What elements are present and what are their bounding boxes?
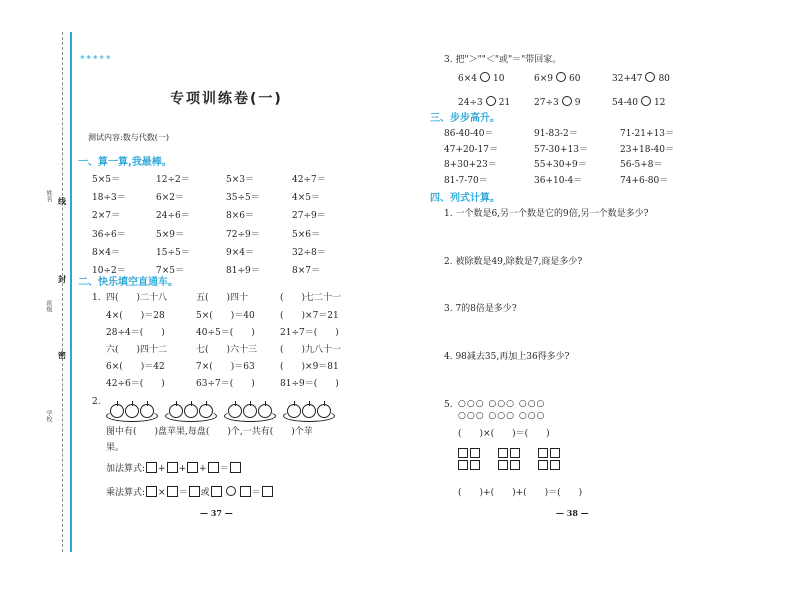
word-problem-5-label: 5. xyxy=(444,400,453,410)
answer-box[interactable] xyxy=(208,462,219,473)
stars: ***** xyxy=(80,55,113,65)
step-item: 23+18-40＝ xyxy=(620,144,674,155)
plate-1 xyxy=(106,396,158,422)
addition-label: 加法算式: xyxy=(106,464,146,474)
calc-item: 24÷6＝ xyxy=(156,211,190,222)
compare-left: 6×9 xyxy=(534,74,553,84)
side-mark-secret: 密 xyxy=(58,350,66,360)
compare-item xyxy=(612,96,665,109)
q3-title: 3. 把"＞""＜"或"＝"带回家。 xyxy=(444,55,562,65)
step-item: 71-21+13＝ xyxy=(620,129,674,139)
step-item: 8+30+23＝ xyxy=(444,160,497,170)
side-label-school: 学校 xyxy=(45,410,52,422)
word-problem-1: 1. 一个数是6,另一个数是它的9倍,另一个数是多少? xyxy=(444,209,649,219)
section-3-heading: 三、步步高升。 xyxy=(430,113,500,124)
calc-item: 15÷5＝ xyxy=(156,247,190,258)
q2-label: 2. xyxy=(92,397,101,407)
plate-2 xyxy=(165,396,217,422)
calc-item: 35÷5＝ xyxy=(226,193,260,204)
answer-box[interactable] xyxy=(240,486,251,497)
w5-equation-1: ( )×( )＝( ) xyxy=(458,429,550,439)
calc-item: 5×5＝ xyxy=(92,175,120,185)
compare-right: 12 xyxy=(653,98,666,108)
q1-label: 1. xyxy=(92,293,101,303)
word-problem-2: 2. 被除数是49,除数是7,商是多少? xyxy=(444,257,583,267)
step-item: 91-83-2＝ xyxy=(534,129,578,139)
addition-row: 加法算式: + + + ＝ xyxy=(106,462,242,475)
word-problem-4: 4. 98减去35,再加上36得多少? xyxy=(444,352,570,362)
calc-item: 5×9＝ xyxy=(156,229,184,240)
plate-4 xyxy=(283,396,335,422)
step-item: 47+20-17＝ xyxy=(444,144,498,155)
calc-item: 8×6＝ xyxy=(226,211,254,222)
page-number-left: — 37 — xyxy=(200,508,233,518)
answer-box[interactable] xyxy=(211,486,222,497)
page-title: 专项训练卷(一) xyxy=(170,91,283,107)
q2-text-1: 图中有( )盘苹果,每盘( )个,一共有( )个苹 xyxy=(106,427,313,437)
calc-item: 18÷3＝ xyxy=(92,193,126,204)
side-mark-seal: 封 xyxy=(58,274,66,284)
section-1-heading: 一、算一算,我最棒。 xyxy=(78,157,172,168)
section-4-heading: 四、列式计算。 xyxy=(430,193,500,204)
compare-circle[interactable] xyxy=(486,96,496,106)
calc-item: 36÷6＝ xyxy=(92,229,126,240)
compare-circle[interactable] xyxy=(480,72,490,82)
calc-item: 10÷2＝ xyxy=(92,266,126,276)
q2-text-2: 果。 xyxy=(106,443,125,453)
fill-item: 七( )六十三 xyxy=(196,345,258,355)
answer-box[interactable] xyxy=(262,486,273,497)
circle-row-1: ○○○ ○○○ ○○○ xyxy=(458,399,546,409)
w5-equation-2: ( )+( )+( )＝( ) xyxy=(458,488,583,498)
calc-item: 4×5＝ xyxy=(292,193,320,204)
compare-item xyxy=(458,96,510,109)
fill-item: 28÷4＝( ) xyxy=(106,328,165,338)
step-item: 74+6-80＝ xyxy=(620,175,669,186)
compare-circle[interactable] xyxy=(556,72,566,82)
compare-circle[interactable] xyxy=(641,96,651,106)
calc-item: 32÷8＝ xyxy=(292,247,326,258)
compare-right: 10 xyxy=(493,74,505,84)
answer-box[interactable] xyxy=(167,462,178,473)
fill-item: ( )×9＝81 xyxy=(280,362,339,372)
step-item: 36+10-4＝ xyxy=(534,175,583,186)
fill-item: 五( )四十 xyxy=(196,293,249,303)
compare-left: 24÷3 xyxy=(458,98,483,108)
compare-item xyxy=(534,72,580,85)
compare-item xyxy=(458,72,504,85)
fill-item: 四( )二十八 xyxy=(106,293,168,303)
answer-box[interactable] xyxy=(187,462,198,473)
fill-item: 63÷7＝( ) xyxy=(196,379,255,389)
compare-right: 80 xyxy=(658,74,670,84)
side-mark-line: 线 xyxy=(58,196,66,206)
step-item: 81-7-70＝ xyxy=(444,175,488,186)
fill-item: 5×( )＝40 xyxy=(196,311,255,321)
test-content: 测试内容:数与代数(一) xyxy=(88,133,169,142)
calc-item: 27÷9＝ xyxy=(292,211,326,222)
fill-item: 81÷9＝( ) xyxy=(280,379,339,389)
fill-item: 7×( )＝63 xyxy=(196,362,255,372)
compare-right: 60 xyxy=(569,74,581,84)
section-2-heading: 二、快乐填空直通车。 xyxy=(78,277,178,288)
compare-right: 9 xyxy=(574,98,581,108)
compare-left: 32+47 xyxy=(612,74,643,84)
calc-item: 5×6＝ xyxy=(292,229,320,240)
calc-item: 42÷7＝ xyxy=(292,175,326,185)
calc-item: 8×7＝ xyxy=(292,266,320,276)
fill-item: ( )七二十一 xyxy=(280,293,342,303)
answer-box[interactable] xyxy=(146,462,157,473)
calc-item: 6×2＝ xyxy=(156,193,184,204)
multiplication-row: 乘法算式: × ＝ 或 ＝ xyxy=(106,486,274,499)
compare-right: 21 xyxy=(498,98,511,108)
step-item: 57-30+13＝ xyxy=(534,144,588,155)
step-item: 56-5+8＝ xyxy=(620,160,663,170)
fill-item: ( )九八十一 xyxy=(280,345,342,355)
compare-circle[interactable] xyxy=(645,72,655,82)
compare-left: 54-40 xyxy=(612,98,638,108)
circle-row-2: ○○○ ○○○ ○○○ xyxy=(458,411,546,421)
compare-item xyxy=(534,96,580,109)
answer-box[interactable] xyxy=(230,462,241,473)
compare-left: 27÷3 xyxy=(534,98,559,108)
side-label-name: 姓名 xyxy=(45,190,52,202)
fill-item: 6×( )＝42 xyxy=(106,362,165,372)
answer-box[interactable] xyxy=(146,486,157,497)
compare-left: 6×4 xyxy=(458,74,477,84)
page-number-right: — 38 — xyxy=(556,508,589,518)
plate-3 xyxy=(224,396,276,422)
side-label-class: 班级 xyxy=(45,300,52,312)
calc-item: 12÷2＝ xyxy=(156,175,190,185)
multiplication-label: 乘法算式: xyxy=(106,488,146,498)
fill-item: 4×( )＝28 xyxy=(106,311,165,321)
calc-item: 2×7＝ xyxy=(92,211,120,222)
fill-item: 六( )四十二 xyxy=(106,345,168,355)
fill-item: 21÷7＝( ) xyxy=(280,328,339,338)
compare-circle[interactable] xyxy=(562,96,572,106)
step-item: 55+30+9＝ xyxy=(534,160,587,170)
binding-dashed-line xyxy=(62,32,63,552)
fill-item: ( )×7＝21 xyxy=(280,311,339,321)
answer-box[interactable] xyxy=(167,486,178,497)
calc-item: 9×4＝ xyxy=(226,247,254,258)
word-problem-3: 3. 7的8倍是多少? xyxy=(444,304,517,314)
fill-item: 40÷5＝( ) xyxy=(196,328,255,338)
calc-item: 5×3＝ xyxy=(226,175,254,185)
step-item: 86-40-40＝ xyxy=(444,129,494,139)
calc-item: 72÷9＝ xyxy=(226,229,260,240)
answer-box[interactable] xyxy=(189,486,200,497)
compare-item xyxy=(612,72,670,85)
fill-item: 42÷6＝( ) xyxy=(106,379,165,389)
calc-item: 81÷9＝ xyxy=(226,266,260,276)
binding-blue-line xyxy=(70,32,72,552)
calc-item: 8×4＝ xyxy=(92,247,120,258)
calc-item: 7×5＝ xyxy=(156,266,184,276)
operator-circle[interactable] xyxy=(226,486,236,496)
